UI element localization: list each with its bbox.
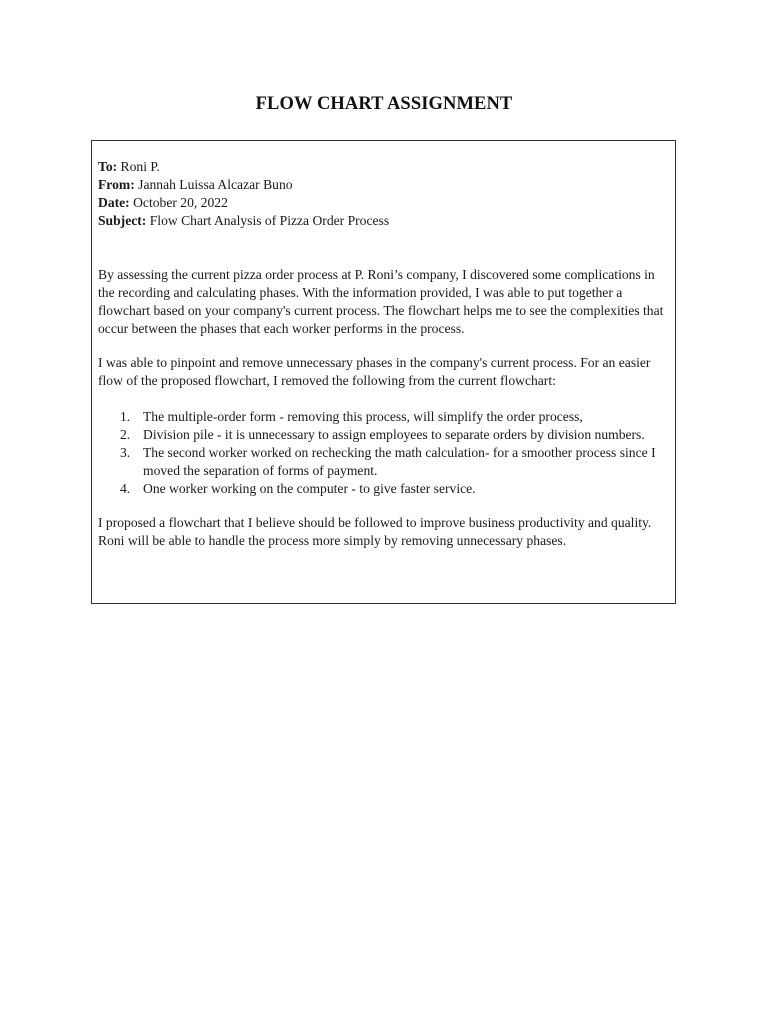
list-item-text: One worker working on the computer - to give faster service. [143,481,476,496]
list-item-number: 2. [120,427,131,442]
list-item [98,426,670,444]
list-item-number: 3. [120,445,131,460]
list-item-text: The second worker worked on rechecking the math calculation- for a smoother process since I moved the separation of forms of payment. [143,445,656,478]
memo-content [98,158,670,550]
memo-from-line [98,176,670,194]
list-item [98,480,670,498]
list-item-text: The multiple-order form - removing this process, will simplify the order process, [143,409,583,424]
list-item-text: Division pile - it is unnecessary to assign employees to separate orders by division numbers. [143,427,645,442]
memo-date-value: October 20, 2022 [129,195,228,210]
list-item-number: 4. [120,481,131,496]
memo-subject-label: Subject: [98,213,147,228]
paragraph-removed-phases: I was able to pinpoint and remove unnecessary phases in the company's current process. For an easier flow of the proposed flowchart, I removed the following from the current flowchart: [98,355,651,388]
memo-from-value: Jannah Luissa Alcazar Buno [134,177,293,192]
memo-date-line [98,194,670,212]
list-item-number: 1. [120,409,131,424]
memo-to-label: To: [98,159,118,174]
paragraph-proposal: I proposed a flowchart that I believe should be followed to improve business productivity and quality. Roni will be able to handle the process more simply by removing unnecessary phases. [98,515,652,548]
memo-from-label: From: [98,177,135,192]
memo-date-label: Date: [98,195,130,210]
list-item [98,444,670,480]
list-item [98,408,670,426]
document-title: FLOW CHART ASSIGNMENT [255,94,513,114]
memo-subject-line [98,212,670,230]
removed-items-list [98,408,670,498]
paragraph-assessment: By assessing the current pizza order process at P. Roni’s company, I discovered some complications in the recording and calculating phases. With the information provided, I was able to put together a flowchart based on your company's current process. The flowchart helps me to see the complexities that occur between the phases that each worker performs in the process. [98,267,664,336]
memo-to-value: Roni P. [117,159,160,174]
memo-to-line [98,158,670,176]
memo-subject-value: Flow Chart Analysis of Pizza Order Process [146,213,390,228]
memo-box [91,140,676,604]
